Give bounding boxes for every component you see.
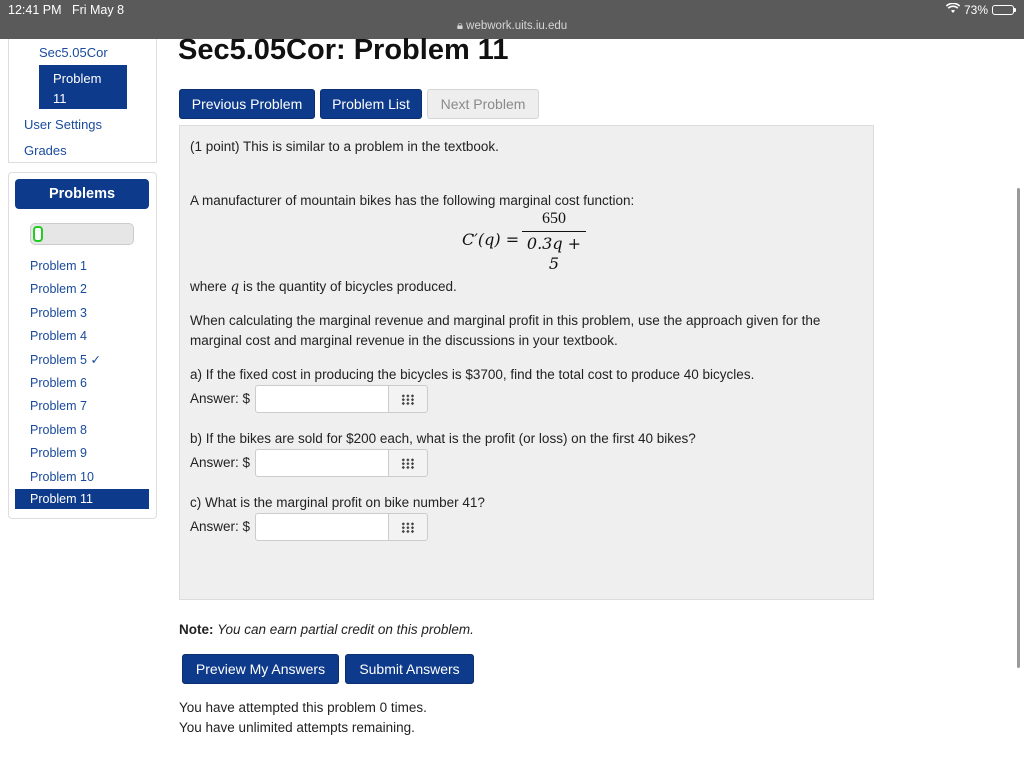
progress-fill: [33, 226, 43, 242]
status-bar: [0, 0, 1024, 39]
url-text: webwork.uits.iu.edu: [466, 20, 568, 32]
note-label: Note:: [179, 622, 214, 637]
preview-answers-button[interactable]: Preview My Answers: [182, 654, 339, 684]
problem-body: [179, 125, 874, 600]
status-time: [8, 3, 124, 17]
problem-list-item[interactable]: Problem 5 ✓: [30, 352, 101, 367]
lock-icon: 🔒︎: [456, 20, 463, 32]
formula-fraction: [522, 210, 586, 274]
problem-intro: (1 point) This is similar to a problem in the textbook.: [190, 139, 499, 154]
next-problem-button[interactable]: Next Problem: [427, 89, 539, 119]
problem-list-item[interactable]: Problem 11: [15, 489, 149, 509]
keypad-icon: [401, 522, 415, 533]
attempts-remaining: You have unlimited attempts remaining.: [179, 720, 415, 735]
answer-c-input[interactable]: [255, 513, 390, 541]
answer-c-label: Answer: $: [190, 519, 251, 534]
problems-header: Problems: [15, 179, 149, 209]
grades-link[interactable]: Grades: [24, 143, 67, 158]
problem-list-item[interactable]: Problem 3: [30, 305, 87, 320]
url-bar[interactable]: [0, 20, 1024, 33]
fraction-bar: [522, 231, 586, 232]
page-title: Sec5.05Cor: Problem 11: [178, 34, 509, 66]
variable-q: q: [230, 279, 240, 295]
active-problem-number: 11: [53, 91, 67, 106]
part-a-question: a) If the fixed cost in producing the bicycles is $3700, find the total cost to produce 40 bicycles.: [190, 367, 755, 382]
keypad-icon: [401, 458, 415, 469]
answer-c-keypad-button[interactable]: [388, 513, 428, 541]
clock: 12:41 PM: [8, 3, 62, 17]
problem-list-item[interactable]: Problem 8: [30, 422, 87, 437]
answer-b-keypad-button[interactable]: [388, 449, 428, 477]
part-b-question: b) If the bikes are sold for $200 each, what is the profit (or loss) on the first 40 bikes?: [190, 431, 696, 446]
problem-list-item[interactable]: Problem 2: [30, 282, 87, 297]
battery-icon: [992, 5, 1014, 15]
formula-numerator: 650: [542, 210, 566, 227]
date: Fri May 8: [71, 3, 125, 17]
problems-panel: [8, 172, 157, 519]
problem-list-item[interactable]: Problem 1: [30, 259, 87, 273]
keypad-icon: [401, 394, 415, 405]
variable-description: [190, 279, 457, 295]
status-indicators: [946, 3, 1014, 17]
submit-answers-button[interactable]: Submit Answers: [345, 654, 474, 684]
where-pre: where: [190, 279, 231, 294]
note-text: You can earn partial credit on this problem.: [217, 622, 474, 637]
attempts-count: You have attempted this problem 0 times.: [179, 700, 427, 715]
answer-a-input[interactable]: [255, 385, 390, 413]
formula-lhs: C′(q) =: [462, 230, 520, 249]
battery-percent: 73%: [963, 3, 988, 17]
progress-bar: [30, 223, 134, 245]
problem-list-item[interactable]: Problem 10: [30, 469, 94, 484]
answer-b-label: Answer: $: [190, 455, 251, 470]
page-scrollbar[interactable]: [1017, 188, 1020, 668]
problem-statement: A manufacturer of mountain bikes has the following marginal cost function:: [190, 193, 635, 208]
part-c-question: c) What is the marginal profit on bike number 41?: [190, 495, 485, 510]
active-problem-label: Problem: [53, 71, 102, 86]
problem-list: [15, 255, 149, 509]
wifi-icon: [946, 3, 960, 17]
problem-list-item[interactable]: Problem 4: [30, 329, 87, 344]
answer-a-label: Answer: $: [190, 391, 251, 406]
sidebar-active-problem[interactable]: [39, 65, 127, 109]
partial-credit-note: [179, 622, 474, 637]
answer-b-input[interactable]: [255, 449, 390, 477]
problem-list-item[interactable]: Problem 7: [30, 399, 87, 414]
instruction-line-2: marginal cost and marginal revenue in the discussions in your textbook.: [190, 333, 618, 348]
sidebar-nav: [8, 39, 157, 163]
sidebar-set-link[interactable]: Sec5.05Cor: [39, 45, 108, 60]
instruction-line-1: When calculating the marginal revenue and marginal profit in this problem, use the approach given for the: [190, 313, 821, 328]
problem-list-item[interactable]: Problem 9: [30, 446, 87, 461]
previous-problem-button[interactable]: Previous Problem: [179, 89, 315, 119]
problem-list-button[interactable]: Problem List: [320, 89, 422, 119]
answer-a-keypad-button[interactable]: [388, 385, 428, 413]
user-settings-link[interactable]: User Settings: [24, 117, 103, 132]
where-post: is the quantity of bicycles produced.: [239, 279, 457, 294]
formula-denominator: 0.3q + 5: [526, 234, 582, 273]
problem-list-item[interactable]: Problem 6: [30, 375, 87, 390]
